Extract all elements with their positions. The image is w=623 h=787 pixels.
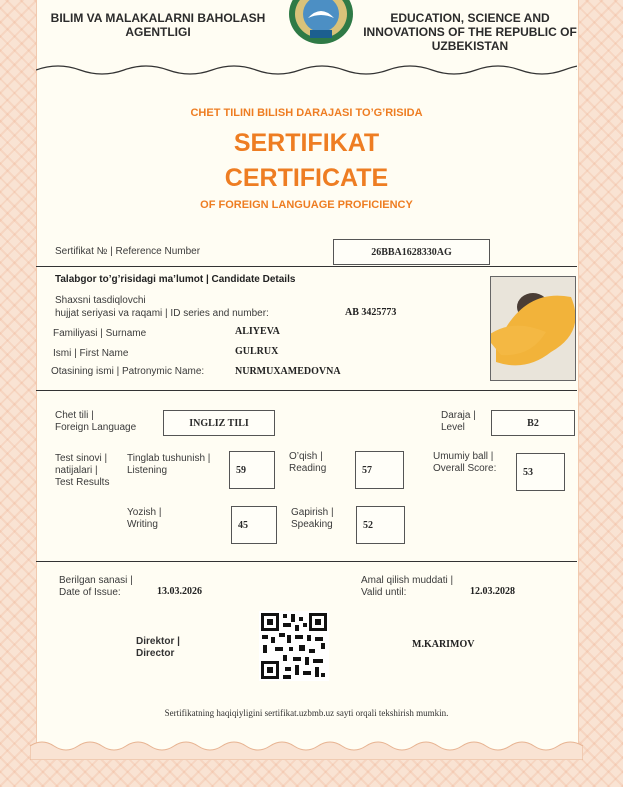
issue-label-2: Date of Issue: (59, 587, 121, 598)
reading-label-2: Reading (289, 463, 327, 474)
id-value: AB 3425773 (345, 307, 397, 318)
certificate-title-en: CERTIFICATE (224, 164, 389, 192)
divider (36, 390, 577, 391)
photo-redaction-icon (491, 277, 575, 380)
firstname-value: GULRUX (235, 346, 279, 357)
ministry-name-en: EDUCATION, SCIENCE AND INNOVATIONS OF THE REPUBLIC OF UZBEKISTAN (363, 11, 577, 53)
divider (36, 266, 577, 267)
director-label: Direktor | Director (136, 636, 180, 659)
listening-label-2: Listening (127, 465, 168, 476)
agency-name-uz: BILIM VA MALAKALARNI BAHOLASH AGENTLIGI (50, 11, 266, 39)
issue-date-value: 13.03.2026 (157, 586, 202, 597)
speaking-label-1: Gapirish | (291, 507, 334, 518)
certificate-subtitle: OF FOREIGN LANGUAGE PROFICIENCY (200, 199, 413, 211)
bottom-wave-border (30, 738, 583, 760)
reading-label-1: O’qish | (289, 451, 323, 462)
verification-note: Sertifikatning haqiqiyligini sertifikat.uzbmb.uz sayti orqali tekshirish mumkin. (164, 708, 449, 718)
speaking-score-box: 52 (356, 506, 405, 544)
issue-label-1: Berilgan sanasi | (59, 575, 133, 586)
verification-qr-code[interactable] (259, 611, 329, 681)
results-label-1: Test sinovi | (55, 453, 108, 464)
certificate-pre-title: CHET TILINI BILISH DARAJASI TO’G’RISIDA (190, 107, 423, 119)
reference-label: Sertifikat № | Reference Number (55, 246, 201, 257)
overall-score-box: 53 (516, 453, 565, 491)
listening-label-1: Tinglab tushunish | (127, 453, 211, 464)
certificate-title-uz: SERTIFIKAT (233, 129, 380, 157)
state-emblem-icon (286, 0, 356, 44)
level-label-2: Level (441, 422, 465, 433)
firstname-label: Ismi | First Name (53, 348, 129, 359)
results-label-2: natijalari | (55, 465, 98, 476)
surname-label: Familiyasi | Surname (53, 328, 147, 339)
id-label-2: hujjat seriyasi va raqami | ID series and number: (55, 308, 269, 319)
language-label-1: Chet tili | (55, 410, 94, 421)
reading-score-box: 57 (355, 451, 404, 489)
director-name: M.KARIMOV (412, 639, 475, 650)
valid-date-value: 12.03.2028 (470, 586, 515, 597)
valid-label-2: Valid until: (361, 587, 407, 598)
level-label-1: Daraja | (441, 410, 476, 421)
writing-score-box: 45 (231, 506, 277, 544)
speaking-label-2: Speaking (291, 519, 333, 530)
language-label-2: Foreign Language (55, 422, 137, 433)
candidate-photo (490, 276, 576, 381)
language-value-box: INGLIZ TILI (163, 410, 275, 436)
reference-number-box: 26BBA1628330AG (333, 239, 490, 265)
patronymic-value: NURMUXAMEDOVNA (235, 366, 341, 377)
writing-label-2: Writing (127, 519, 158, 530)
writing-label-1: Yozish | (127, 507, 162, 518)
overall-label-2: Overall Score: (433, 463, 497, 474)
results-label-3: Test Results (55, 477, 110, 488)
surname-value: ALIYEVA (235, 326, 280, 337)
candidate-heading: Talabgor to’g’risidagi ma’lumot | Candidate Details (55, 274, 296, 285)
header-wave-divider (36, 60, 577, 76)
overall-label-1: Umumiy ball | (433, 451, 494, 462)
divider (36, 561, 577, 562)
listening-score-box: 59 (229, 451, 275, 489)
id-label-1: Shaxsni tasdiqlovchi (55, 295, 146, 306)
valid-label-1: Amal qilish muddati | (361, 575, 454, 586)
level-value-box: B2 (491, 410, 575, 436)
patronymic-label: Otasining ismi | Patronymic Name: (51, 366, 205, 377)
